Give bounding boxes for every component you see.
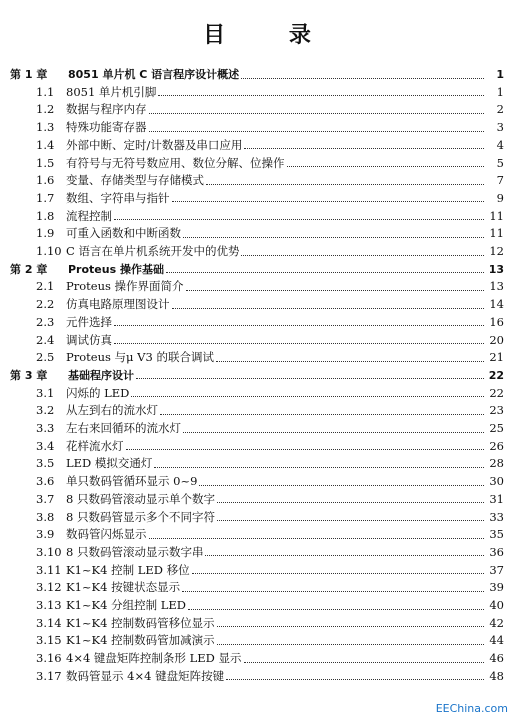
toc-section-row[interactable] <box>0 172 514 189</box>
toc-entry-title: 单只数码管循环显示 0~9 <box>66 474 198 489</box>
toc-entry-number: 3.3 <box>36 421 55 435</box>
dot-leader <box>199 484 484 486</box>
toc-entry-title: 外部中断、定时/计数器及串口应用 <box>66 137 243 152</box>
dot-leader <box>192 572 484 574</box>
toc-section-row[interactable] <box>0 562 514 579</box>
toc-entry-title: 8051 单片机引脚 <box>66 84 157 99</box>
toc-entry-number: 1.1 <box>36 84 55 99</box>
toc-entry-title: 元件选择 <box>66 314 112 329</box>
toc-page-number: 22 <box>489 385 504 400</box>
toc-section-row[interactable] <box>0 668 514 685</box>
dot-leader <box>114 342 484 344</box>
dot-leader <box>158 94 484 96</box>
toc-section-row[interactable] <box>0 650 514 667</box>
toc-entry-number: 3.1 <box>36 385 55 400</box>
toc-page-number: 26 <box>489 438 504 453</box>
toc-section-row[interactable] <box>0 579 514 596</box>
toc-entry-title: 闪烁的 LED <box>66 385 130 400</box>
toc-entry-title: 流程控制 <box>66 208 112 223</box>
dot-leader <box>160 413 484 415</box>
toc-entry-title: 数据与程序内存 <box>66 102 147 117</box>
toc-page-number: 13 <box>489 279 504 294</box>
toc-section-row[interactable] <box>0 491 514 508</box>
toc-section-row[interactable] <box>0 615 514 632</box>
toc-entry-number: 3.8 <box>36 509 55 524</box>
toc-page-number: 37 <box>489 562 504 577</box>
dot-leader <box>166 271 484 273</box>
toc-entry-number: 3.13 <box>36 598 62 612</box>
dot-leader <box>217 501 484 503</box>
dot-leader <box>205 554 484 556</box>
toc-entry-number: 3.4 <box>36 438 55 453</box>
dot-leader <box>183 236 484 238</box>
dot-leader <box>131 395 484 397</box>
toc-page-number: 23 <box>489 403 504 418</box>
dot-leader <box>244 147 484 149</box>
toc-page-number: 3 <box>496 120 504 135</box>
toc-entry-number: 2.4 <box>36 332 55 347</box>
toc-section-row[interactable] <box>0 101 514 118</box>
toc-entry-number: 2.5 <box>36 350 55 365</box>
toc-entry-number: 3.15 <box>36 633 62 648</box>
toc-entry-number: 3.10 <box>36 544 62 559</box>
toc-entry-title: 可重入函数和中断函数 <box>66 226 181 241</box>
toc-page-number: 5 <box>496 155 504 170</box>
toc-entry-title: 有符号与无符号数应用、数位分解、位操作 <box>66 155 285 170</box>
toc-entry-title: K1~K4 分组控制 LED <box>66 598 187 612</box>
toc-section-row[interactable] <box>0 119 514 136</box>
dot-leader <box>226 678 484 680</box>
toc-section-row[interactable] <box>0 544 514 561</box>
toc-page-number: 11 <box>489 226 504 241</box>
toc-entry-number: 3.2 <box>36 403 55 418</box>
dot-leader <box>217 643 484 645</box>
toc-section-row[interactable] <box>0 278 514 295</box>
toc-section-row[interactable] <box>0 385 514 402</box>
toc-entry-number: 1.3 <box>36 120 55 135</box>
toc-chapter-row[interactable] <box>0 261 514 278</box>
toc-entry-title: Proteus 操作界面简介 <box>66 279 184 294</box>
toc-entry-number: 3.9 <box>36 527 55 542</box>
dot-leader <box>172 307 485 309</box>
toc-entry-number: 1.10 <box>36 244 62 258</box>
toc-entry-number: 3.7 <box>36 491 55 506</box>
toc-entry-number: 3.11 <box>36 562 62 577</box>
toc-entry-title: 左右来回循环的流水灯 <box>66 421 181 435</box>
dot-leader <box>172 200 485 202</box>
toc-entry-title: 花样流水灯 <box>66 438 124 453</box>
toc-entry-number: 1.2 <box>36 102 55 117</box>
toc-entry-number: 第 3 章 <box>10 368 48 382</box>
toc-entry-number: 2.3 <box>36 314 55 329</box>
toc-entry-title: K1~K4 控制数码管加减演示 <box>66 633 215 648</box>
toc-entry-title: 数组、字符串与指针 <box>66 190 170 205</box>
toc-entry-title: K1~K4 按键状态显示 <box>66 580 181 595</box>
toc-entry-title: 从左到右的流水灯 <box>66 403 158 418</box>
toc-entry-number: 2.1 <box>36 279 55 294</box>
toc-page-number: 1 <box>496 68 504 81</box>
toc-entry-number: 第 1 章 <box>10 68 48 81</box>
toc-section-row[interactable] <box>0 632 514 649</box>
dot-leader <box>154 466 484 468</box>
dot-leader <box>206 183 484 185</box>
dot-leader <box>183 431 484 433</box>
toc-section-row[interactable] <box>0 296 514 313</box>
toc-entry-title: 调试仿真 <box>66 332 112 347</box>
watermark: EEChina.com <box>435 702 508 715</box>
dot-leader <box>244 661 485 663</box>
toc-entry-number: 1.8 <box>36 208 55 223</box>
dot-leader <box>136 377 484 379</box>
toc-entry-title: 8 只数码管滚动显示单个数字 <box>66 491 215 506</box>
toc-entry-title: LED 模拟交通灯 <box>66 456 153 471</box>
toc-section-row[interactable] <box>0 84 514 101</box>
toc-page-number: 1 <box>496 84 504 99</box>
dot-leader <box>149 130 485 132</box>
toc-section-row[interactable] <box>0 243 514 260</box>
toc-section-row[interactable] <box>0 225 514 242</box>
dot-leader <box>182 590 484 592</box>
toc-page-number: 21 <box>489 350 504 365</box>
toc-section-row[interactable] <box>0 137 514 154</box>
toc-page-number: 25 <box>489 421 504 435</box>
toc-entry-title: Proteus 操作基础 <box>68 262 164 276</box>
toc-entry-number: 1.7 <box>36 190 55 205</box>
toc-page-number: 4 <box>496 137 504 152</box>
dot-leader <box>149 537 485 539</box>
toc-entry-number: 3.5 <box>36 456 55 471</box>
toc-section-row[interactable] <box>0 438 514 455</box>
toc-section-row[interactable] <box>0 526 514 543</box>
dot-leader <box>114 324 484 326</box>
toc-entry-title: K1~K4 控制数码管移位显示 <box>66 615 215 630</box>
toc-page-number: 22 <box>488 368 504 382</box>
toc-section-row[interactable] <box>0 597 514 614</box>
toc-entry-title: 特殊功能寄存器 <box>66 120 147 135</box>
toc-entry-title: 8 只数码管显示多个不同字符 <box>66 509 215 524</box>
toc-page-number: 12 <box>489 244 504 258</box>
toc-page-number: 36 <box>489 544 504 559</box>
toc-entry-title: Proteus 与μ V3 的联合调试 <box>66 350 214 365</box>
toc-entry-number: 3.6 <box>36 474 55 489</box>
toc-entry-number: 1.6 <box>36 173 55 188</box>
toc-page-number: 46 <box>489 651 504 666</box>
toc-entry-title: 数码管显示 4×4 键盘矩阵按键 <box>66 668 225 683</box>
dot-leader <box>114 218 484 220</box>
toc-entry-title: 变量、存储类型与存储模式 <box>66 173 204 188</box>
toc-page-number: 33 <box>489 509 504 524</box>
toc-page-number: 11 <box>489 208 504 223</box>
toc-section-row[interactable] <box>0 155 514 172</box>
toc-chapter-row[interactable] <box>0 66 514 83</box>
toc-entry-title: 基础程序设计 <box>68 368 134 382</box>
toc-entry-number: 1.5 <box>36 155 55 170</box>
dot-leader <box>126 448 485 450</box>
toc-page-number: 20 <box>489 332 504 347</box>
toc-section-row[interactable] <box>0 455 514 472</box>
toc-entry-number: 2.2 <box>36 297 55 312</box>
toc-page-number: 28 <box>489 456 504 471</box>
toc-page-number: 9 <box>496 190 504 205</box>
toc-section-row[interactable] <box>0 402 514 419</box>
toc-page-number: 44 <box>489 633 504 648</box>
toc-section-row[interactable] <box>0 208 514 225</box>
toc-section-row[interactable] <box>0 314 514 331</box>
toc-section-row[interactable] <box>0 420 514 437</box>
toc-page-number: 2 <box>496 102 504 117</box>
dot-leader <box>186 289 484 291</box>
toc-entry-number: 3.14 <box>36 615 62 630</box>
page-title: 目 录 <box>203 22 339 48</box>
toc-entry-title: K1~K4 控制 LED 移位 <box>66 562 190 577</box>
toc-section-row[interactable] <box>0 332 514 349</box>
toc-entry-number: 1.9 <box>36 226 55 241</box>
toc-entry-title: 4×4 键盘矩阵控制条形 LED 显示 <box>66 651 242 666</box>
toc-page-number: 16 <box>489 314 504 329</box>
toc-page-number: 40 <box>489 598 504 612</box>
toc-entry-number: 3.16 <box>36 651 62 666</box>
toc-chapter-row[interactable] <box>0 367 514 384</box>
toc-page-number: 31 <box>489 491 504 506</box>
toc-entry-title: C 语言在单片机系统开发中的优势 <box>66 244 240 258</box>
toc-entry-title: 仿真电路原理图设计 <box>66 297 170 312</box>
toc-section-row[interactable] <box>0 349 514 366</box>
toc-page-number: 35 <box>489 527 504 542</box>
toc-entry-title: 8 只数码管滚动显示数字串 <box>66 544 204 559</box>
toc-section-row[interactable] <box>0 190 514 207</box>
toc-entry-title: 数码管闪烁显示 <box>66 527 147 542</box>
dot-leader <box>217 625 484 627</box>
dot-leader <box>241 254 484 256</box>
toc-section-row[interactable] <box>0 473 514 490</box>
toc-section-row[interactable] <box>0 509 514 526</box>
toc-page-number: 14 <box>489 297 504 312</box>
toc-page-number: 30 <box>489 474 504 489</box>
dot-leader <box>287 165 485 167</box>
toc-entry-number: 3.12 <box>36 580 62 595</box>
dot-leader <box>217 519 484 521</box>
toc-entry-title: 8051 单片机 C 语言程序设计概述 <box>68 68 240 81</box>
toc-entry-number: 3.17 <box>36 668 62 683</box>
toc-page-number: 7 <box>496 173 504 188</box>
toc-entry-number: 第 2 章 <box>10 262 48 276</box>
toc-page-number: 42 <box>489 615 504 630</box>
dot-leader <box>188 608 484 610</box>
dot-leader <box>149 112 485 114</box>
toc-page-number: 13 <box>488 262 504 276</box>
dot-leader <box>241 77 484 79</box>
toc-page-number: 48 <box>489 668 504 683</box>
toc-page-number: 39 <box>489 580 504 595</box>
toc-entry-number: 1.4 <box>36 137 55 152</box>
dot-leader <box>216 360 484 362</box>
